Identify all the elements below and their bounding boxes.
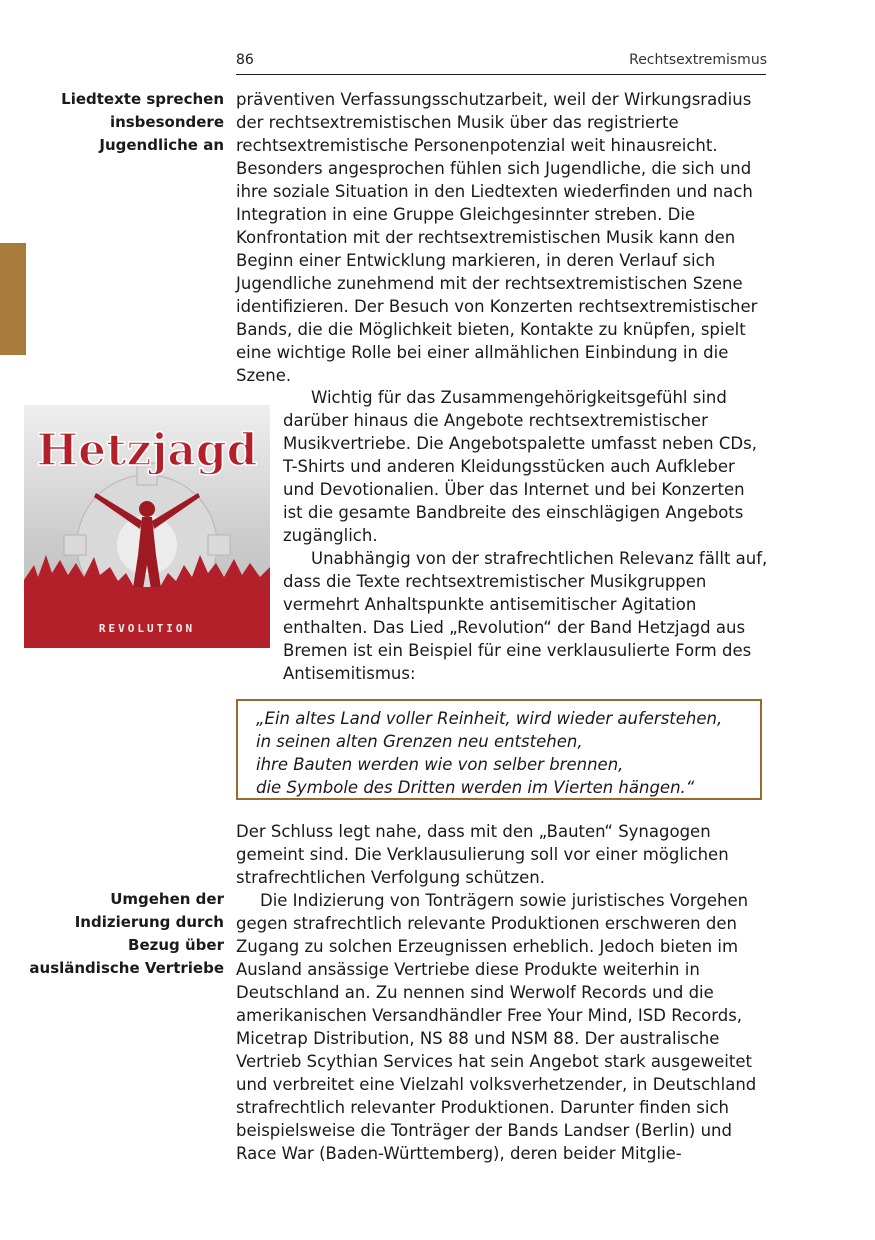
paragraph-3: Unabhängig von der strafrechtlichen Relevanz fällt auf, dass die Texte rechtsextremistischer Musikgruppen vermehrt Anhaltspunkte antisemitischer Agitation enthalten. Das Lied „Revolution“ der Band Hetzjagd aus Bremen ist ein Beispiel für eine verklausulierte Form des Antisemitismus: — [283, 549, 768, 683]
quote-box — [236, 699, 762, 800]
margin-note-youth: Liedtexte sprechen insbesondere Jugendliche an — [61, 90, 224, 154]
margin-note-foreign-vendors: Umgehen der Indizierung durch Bezug über ausländische Vertriebe — [29, 890, 224, 977]
quote-line: „Ein altes Land voller Reinheit, wird wieder auferstehen, — [256, 709, 723, 728]
album-band-logo: Hetzjagd — [36, 425, 258, 476]
quote-line: die Symbole des Dritten werden im Vierten hängen.“ — [256, 778, 695, 797]
paragraph-5: Die Indizierung von Tonträgern sowie juristisches Vorgehen gegen strafrechtlich relevante Produktionen erschweren den Zugang zu solchen Erzeugnissen erheblich. Jedoch bieten im Ausland ansässige Vertriebe diese Produkte weiterhin in Deutschland an. Zu nennen sind Werwolf Records und die amerikanischen Versandhändler Free Your Mind, ISD Records, Micetrap Distribution, NS 88 und NSM 88. Der australische Vertrieb Scythian Services hat sein Angebot stark ausgeweitet und verbreitet eine Vielzahl volksverhetzender, in Deutschland strafrechtlich relevanter Produktionen. Darunter finden sich beispielsweise die Tonträger der Bands Landser (Berlin) und Race War (Baden-Württemberg), deren beider Mitglie- — [236, 891, 757, 1163]
header-rule — [236, 74, 766, 75]
album-title: REVOLUTION — [98, 622, 196, 635]
page-number: 86 — [236, 52, 254, 68]
paragraph-1: präventiven Verfassungsschutzarbeit, weil der Wirkungsradius der rechtsextremistischen Musik über das registrierte rechtsextremistische Personenpotenzial weit hinausreicht. Besonders angesprochen fühlen sich Jugendliche, die sich und ihre soziale Situation in den Liedtexten wiederfinden und nach Integration in eine Gruppe Gleichgesinnter streben. Die Konfrontation mit der rechtsextremistischen Musik kann den Beginn einer Entwicklung markieren, in deren Verlauf sich Jugendliche zunehmend mit der rechtsextremistischen Szene identifizieren. Der Besuch von Konzerten rechtsextremistischer Bands, die die Möglichkeit bieten, Kontakte zu knüpfen, spielt eine wichtige Rolle bei einer allmählichen Einbindung in die Szene. — [236, 90, 758, 385]
album-cover-art — [24, 405, 270, 648]
paragraph-2: Wichtig für das Zusammengehörigkeitsgefühl sind darüber hinaus die Angebote rechtsextremistischer Musikvertriebe. Die Angebotspalette umfasst neben CDs, T-Shirts und anderen Kleidungsstücken auch Aufkleber und Devotionalien. Über das Internet und bei Konzerten ist die gesamte Bandbreite des einschlägigen Angebots zugänglich. — [283, 388, 757, 545]
quote-line: ihre Bauten werden wie von selber brennen, — [256, 755, 624, 774]
album-cover — [24, 405, 270, 648]
running-head: Rechtsextremismus — [629, 52, 767, 68]
chapter-tab — [0, 243, 26, 355]
quote-line: in seinen alten Grenzen neu entstehen, — [256, 732, 583, 751]
paragraph-4: Der Schluss legt nahe, dass mit den „Bauten“ Synagogen gemeint sind. Die Verklausulierung soll vor einer möglichen strafrechtlichen Verfolgung schützen. — [236, 822, 729, 887]
